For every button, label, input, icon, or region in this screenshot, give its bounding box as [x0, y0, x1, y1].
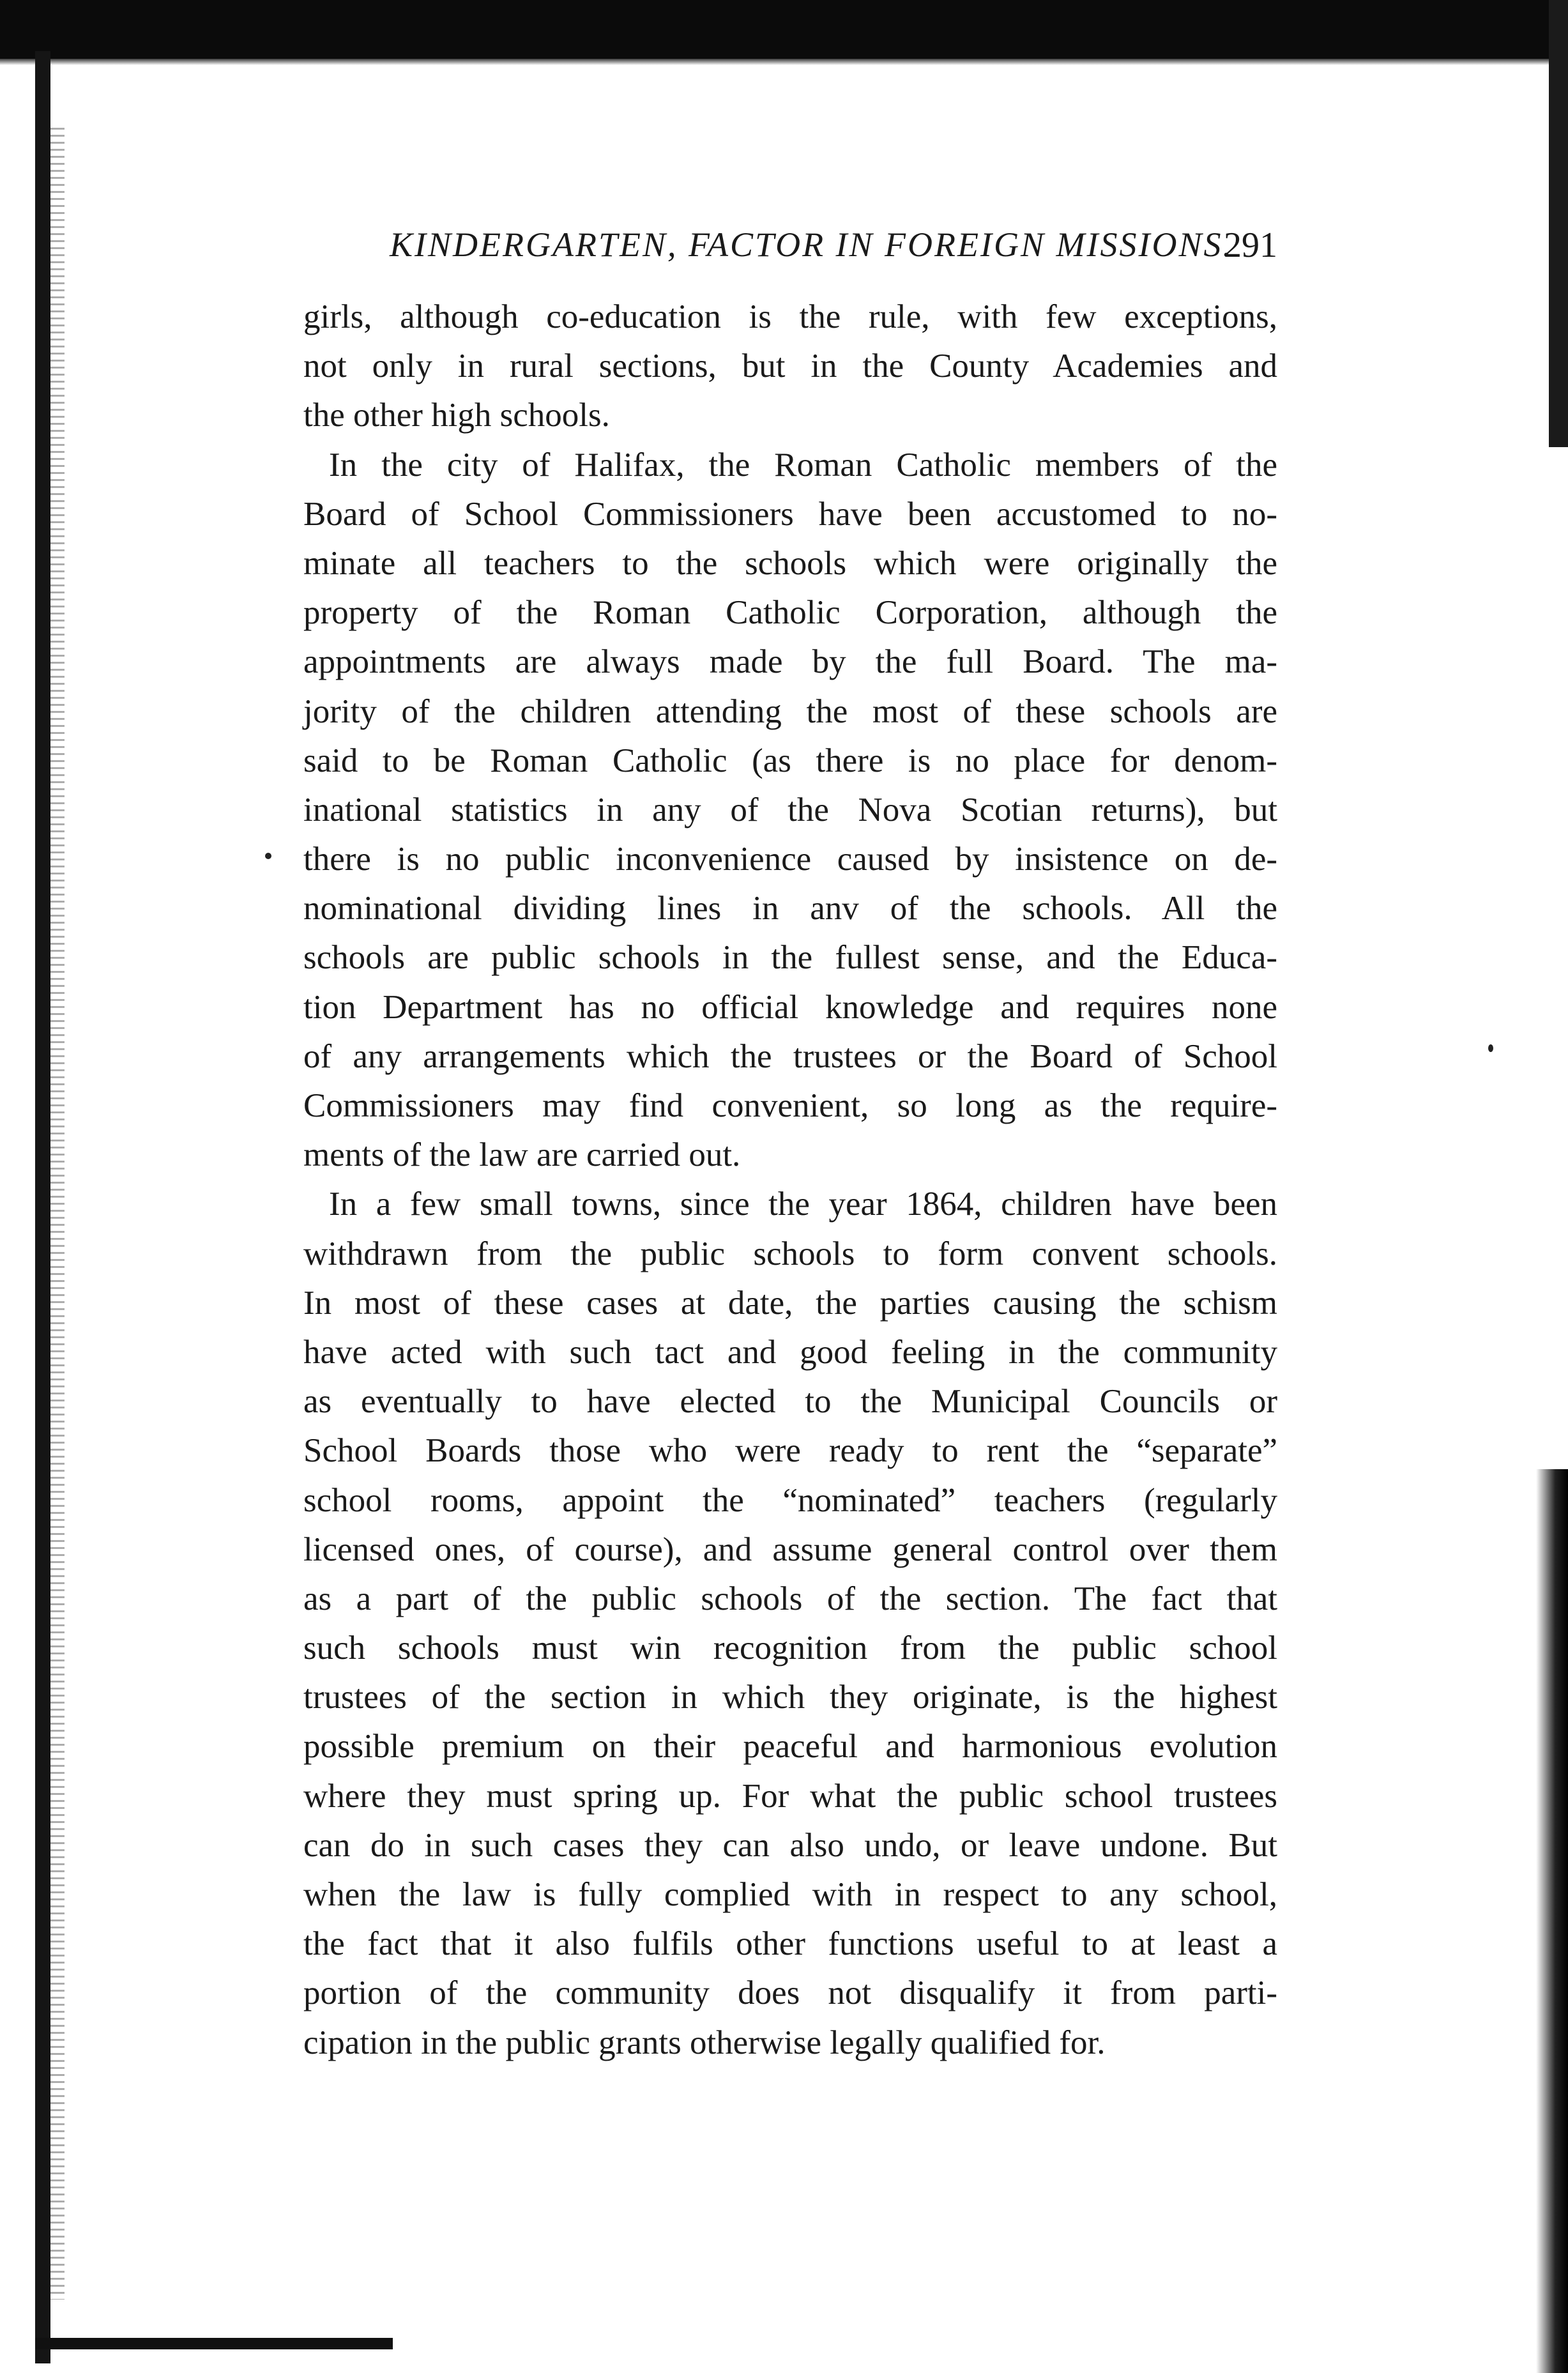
text-line: of any arrangements which the trustees or the Board of School: [303, 1037, 1277, 1075]
scan-right-edge-shadow: [1536, 1469, 1568, 2373]
scan-left-speckle: [50, 128, 65, 2300]
text-line: possible premium on their peaceful and harmonious evolution: [303, 1728, 1277, 1766]
text-line: minate all teachers to the schools which were originally the: [303, 544, 1277, 582]
header-title: KINDERGARTEN, FACTOR IN FOREIGN MISSIONS.: [390, 225, 1233, 264]
text-line: Board of School Commissioners have been accustomed to no-: [303, 495, 1277, 533]
text-line: In most of these cases at date, the parties causing the schism: [303, 1284, 1277, 1322]
stray-ink-mark: [1488, 1044, 1493, 1052]
scan-bottom-border: [35, 2338, 393, 2349]
text-line: jority of the children attending the most of these schools are: [303, 692, 1277, 730]
running-header: [390, 225, 1277, 276]
text-line: ments of the law are carried out.: [303, 1136, 741, 1174]
text-line: the fact that it also fulfils other functions useful to at least a: [303, 1925, 1277, 1963]
text-line: cipation in the public grants otherwise legally qualified for.: [303, 2024, 1106, 2061]
text-line: withdrawn from the public schools to form convent schools.: [303, 1235, 1277, 1272]
text-line: as eventually to have elected to the Municipal Councils or: [303, 1383, 1277, 1421]
text-line: the other high schools.: [303, 397, 610, 434]
text-line: trustees of the section in which they originate, is the highest: [303, 1679, 1277, 1716]
text-line: have acted with such tact and good feeling in the community: [303, 1333, 1277, 1371]
text-line: such schools must win recognition from the public school: [303, 1629, 1277, 1667]
text-line: when the law is fully complied with in respect to any school,: [303, 1876, 1277, 1913]
page-number: 291: [1224, 225, 1277, 265]
text-line: In a few small towns, since the year 1864, children have been: [329, 1186, 1277, 1223]
text-line: appointments are always made by the full Board. The ma-: [303, 643, 1277, 681]
text-line: schools are public schools in the fullest sense, and the Educa-: [303, 939, 1277, 977]
text-line: said to be Roman Catholic (as there is no place for denom-: [303, 742, 1277, 779]
scan-right-edge-top: [1549, 0, 1568, 447]
text-line: as a part of the public schools of the section. The fact that: [303, 1580, 1277, 1617]
text-line: property of the Roman Catholic Corporation, although the: [303, 594, 1277, 632]
text-line: girls, although co-education is the rule, with few exceptions,: [303, 298, 1277, 335]
body-text: [303, 293, 1277, 2068]
text-line: inational statistics in any of the Nova Scotian returns), but: [303, 791, 1277, 828]
stray-ink-mark: [265, 853, 271, 859]
scan-left-binding-edge: [35, 51, 50, 2363]
text-line: Commissioners may find convenient, so long as the require-: [303, 1087, 1277, 1124]
text-line: licensed ones, of course), and assume general control over them: [303, 1530, 1277, 1568]
text-line: where they must spring up. For what the public school trustees: [303, 1777, 1277, 1815]
text-line: school rooms, appoint the “nominated” teachers (regularly: [303, 1481, 1277, 1519]
text-line: In the city of Halifax, the Roman Catholic members of the: [329, 446, 1277, 484]
scan-top-shadow: [0, 59, 1568, 65]
text-line: not only in rural sections, but in the County Academies and: [303, 347, 1277, 385]
text-line: portion of the community does not disqualify it from parti-: [303, 1974, 1277, 2012]
text-line: there is no public inconvenience caused by insistence on de-: [303, 841, 1277, 878]
text-line: tion Department has no official knowledge and requires none: [303, 988, 1277, 1026]
text-line: School Boards those who were ready to rent the “separate”: [303, 1432, 1277, 1470]
scan-top-border: [0, 0, 1568, 59]
text-line: can do in such cases they can also undo, or leave undone. But: [303, 1826, 1277, 1864]
text-line: nominational dividing lines in anv of the schools. All the: [303, 890, 1277, 927]
